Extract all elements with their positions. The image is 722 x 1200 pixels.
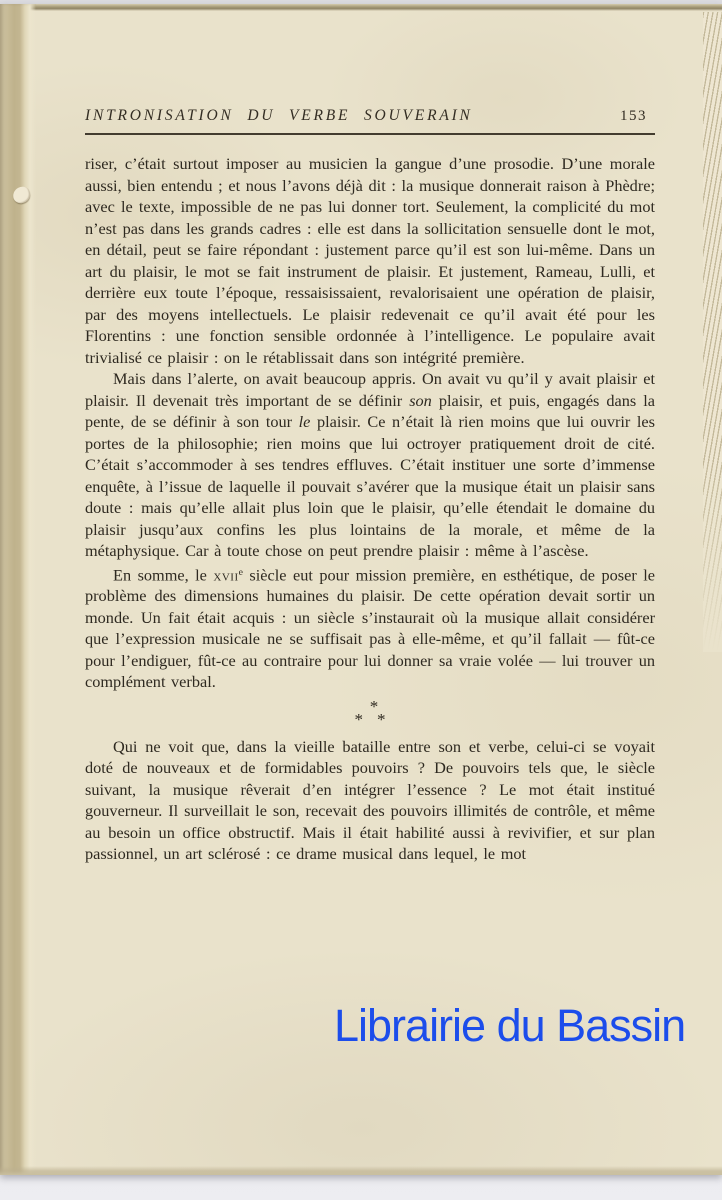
text-segment: xvii <box>213 564 239 584</box>
chapter-title: INTRONISATION DU VERBE SOUVERAIN <box>85 107 473 124</box>
asterisk-icon: * <box>369 696 379 716</box>
page-spine-edge <box>0 4 36 1175</box>
paragraph <box>85 736 655 865</box>
watermark: Librairie du Bassin <box>334 1000 686 1051</box>
asterism-divider <box>85 696 655 729</box>
text-segment: Qui ne voit que, dans la vieille bataille entre son et verbe, celui-ci se voyait doté de nouveaux et de formidables pouvoirs ? De pouvoirs tels que, le siècle suivant, la musique rêverait d’en intégrer l’essence ? Le mot était institué gouverneur. Il surveillait le son, recevait des pouvoirs illimités de contrôle, et même au besoin un office obstructif. Mais il était habilité aussi à revivifier, et sur plan passionnel, un art sclérosé : ce drame musical dans lequel, le mot <box>85 736 655 864</box>
book-page <box>0 4 722 1175</box>
text-segment: plaisir, et puis, engagés dans la pente, de se définir à son tour <box>85 390 655 431</box>
asterism-bottom-row <box>85 709 655 729</box>
page-top-edge <box>0 4 722 11</box>
page-stack-edge <box>703 12 722 652</box>
text-block <box>85 153 655 865</box>
text-segment: e <box>238 566 243 578</box>
paragraph <box>85 368 655 562</box>
asterisk-icon: * <box>354 709 363 729</box>
paragraph <box>85 153 655 368</box>
running-header <box>85 107 655 135</box>
text-segment: En somme, le <box>113 564 214 584</box>
text-segment: le <box>298 412 311 431</box>
paragraph <box>85 562 655 693</box>
page-bottom-edge <box>0 1166 722 1175</box>
text-segment: son <box>409 390 432 410</box>
text-segment: Mais dans l’alerte, on avait beaucoup appris. On avait vu qu’il y avait plaisir et plaisir. Il devenait très important de se définir <box>85 369 655 410</box>
page-number: 153 <box>620 108 647 124</box>
text-segment: riser, c’était surtout imposer au musicien la gangue d’une prosodie. D’une morale aussi, bien entendu ; et nous l’avons déjà dit : la musique donnerait raison à Phèdre; avec le texte, impossible de ne pas lui donner tort. Seulement, la complicité du mot n’est pas dans les grands cadres : elle est dans la sollicitation sensuelle dont le mot, en détail, peut se faire répondant : justement parce qu’il est son lui-même. Dans un art du plaisir, le mot se fait instrument de plaisir. Et justement, Rameau, Lulli, et derrière eux toute l’époque, ressaisissaient, revalorisaient une opération de plaisir, par des moyens intellectuels. Le plaisir redevenait ce qu’il avait été pour les Florentins : une fonction sensible ordonnée à l’intelligence. Le populaire avait trivialisé ce plaisir : on le rétablissait dans son intégrité première. <box>85 154 655 367</box>
asterisk-icon: * <box>377 709 386 729</box>
text-segment: plaisir. Ce n’était là rien moins que lui ouvrir les portes de la philosophie; rien moins que lui octroyer pratiquement droit de cité. C’était s’accommoder à ses tendres effluves. C’était instituer une sorte d’immense enquête, à l’issue de laquelle il pouvait s’avérer que la musique était un plaisir sans doute : mais qu’elle allait plus loin que le plaisir, qu’elle étendait le domaine du plaisir jusqu’aux confins les plus lointains de la morale, et même de la métaphysique. Car à toute chose on peut prendre plaisir : même à l’ascèse. <box>85 412 655 560</box>
text-segment: siècle eut pour mission première, en esthétique, de poser le problème des dimensions humaines du plaisir. De cette opération devait sortir un monde. Un fait était acquis : un siècle s’instaurait où la musique allait considérer que l’expression musicale ne se suffisait pas à elle-même, et qu’il fallait — fût-ce pour l’endiguer, fût-ce au contraire pour lui donner sa vraie volée — lui trouver un complément verbal. <box>85 564 655 692</box>
